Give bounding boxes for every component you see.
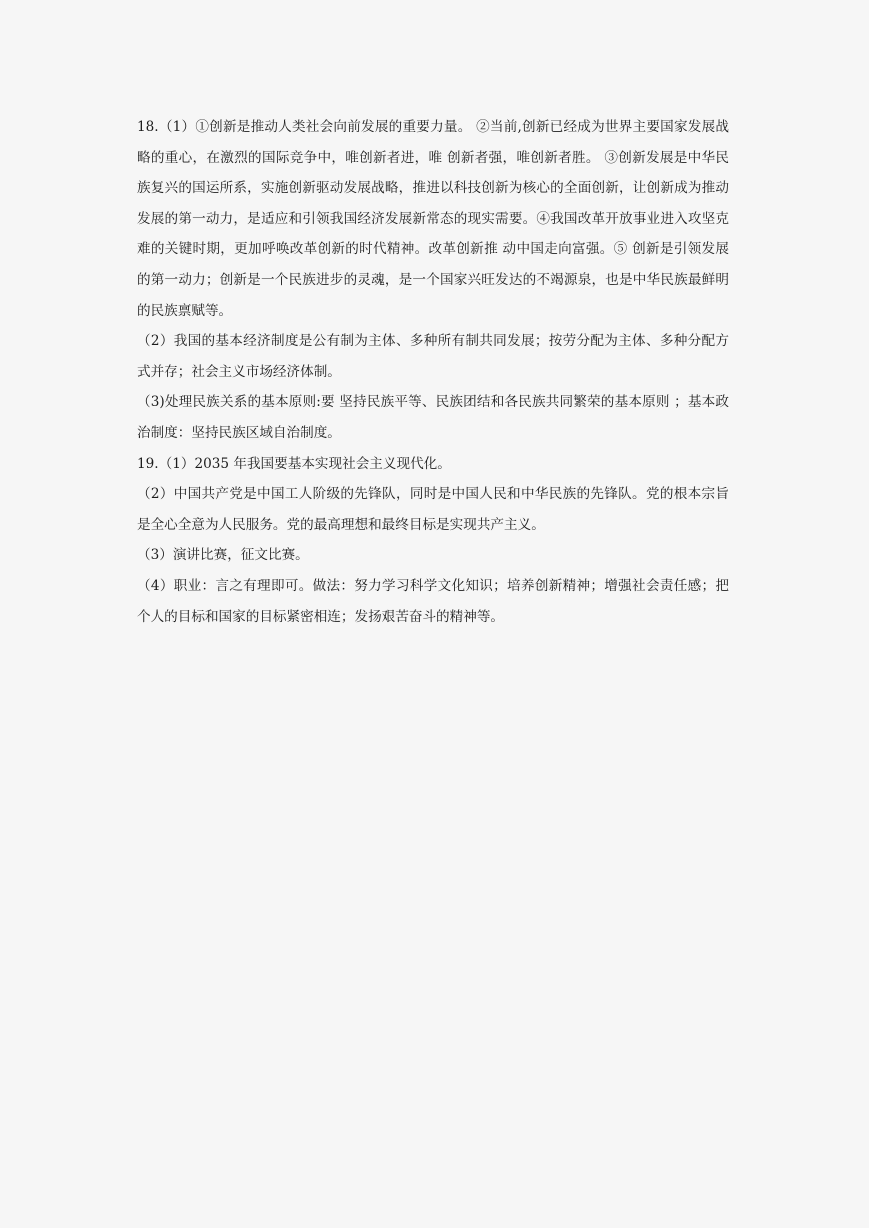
answer-19-4: （4）职业：言之有理即可。做法：努力学习科学文化知识；培养创新精神；增强社会责任感；把个人的目标和国家的目标紧密相连；发扬艰苦奋斗的精神等。 [137,577,729,625]
answer-content [137,112,729,632]
answer-18-3: （3)处理民族关系的基本原则:要 坚持民族平等、民族团结和各民族共同繁荣的基本原则 ；基本政治制度：坚持民族区域自治制度。 [137,394,729,441]
answer-18-2: （2）我国的基本经济制度是公有制为主体、多种所有制共同发展；按劳分配为主体、多种分配方式并存；社会主义市场经济体制。 [137,333,729,380]
answer-19-2: （2）中国共产党是中国工人阶级的先锋队，同时是中国人民和中华民族的先锋队。党的根本宗旨是全心全意为人民服务。党的最高理想和最终目标是实现共产主义。 [137,486,729,533]
answer-19-3: （3）演讲比赛，征文比赛。 [137,547,309,564]
answer-19-1: 19.（1）2035 年我国要基本实现社会主义现代化。 [137,455,451,472]
answer-18-1: 18.（1）①创新是推动人类社会向前发展的重要力量。 ②当前,创新已经成为世界主要国家发展战略的重心，在激烈的国际竞争中，唯创新者进，唯 创新者强，唯创新者胜。 ③创新发展是中华民族复兴的国运所系，实施创新驱动发展战略，推进以科技创新为核心的全面创新，让创新成为推动发展的第一动力，是适应和引领我国经济发展新常态的现实需要。④我国改革开放事业进入攻坚克难的关键时期，更加呼唤改革创新的时代精神。改革创新推 动中国走向富强。⑤ 创新是引领发展的第一动力；创新是一个民族进步的灵魂，是一个国家兴旺发达的不竭源泉，也是中华民族最鲜明的民族禀赋等。 [137,119,729,319]
